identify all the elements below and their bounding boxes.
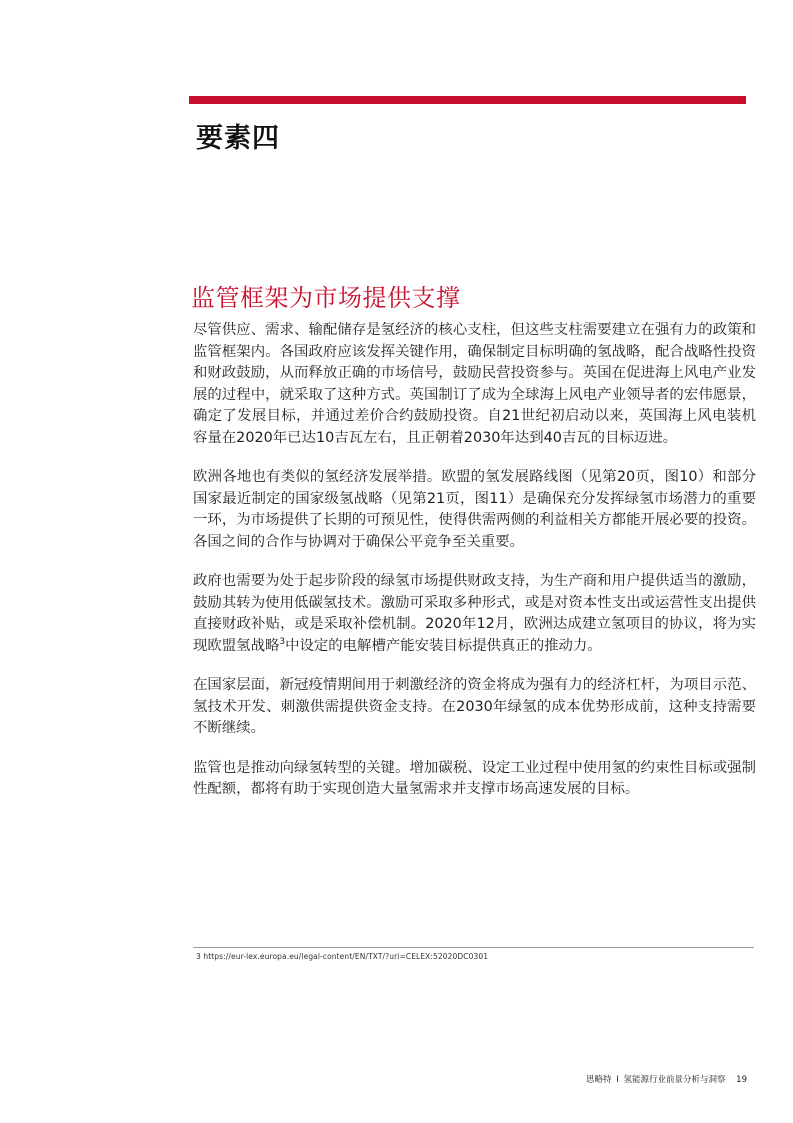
footnote-divider: [193, 947, 754, 948]
body-text: [193, 320, 756, 819]
paragraph-text: 中设定的电解槽产能安装目标提供真正的推动力。: [285, 637, 602, 654]
paragraph: 在国家层面，新冠疫情期间用于刺激经济的资金将成为强有力的经济杠杆，为项目示范、氢技术开发、刺激供需提供资金支持。在2030年绿氢的成本优势形成前，这种支持需要不断继续。: [193, 677, 756, 736]
page-number: 19: [736, 1075, 747, 1085]
page-footer: [586, 1073, 747, 1085]
paragraph: 监管也是推动向绿氢转型的关键。增加碳税、设定工业过程中使用氢的约束性目标或强制性配额，都将有助于实现创造大量氢需求并支撑市场高速发展的目标。: [193, 759, 756, 797]
footer-separator: I: [616, 1075, 619, 1085]
footer-publisher: 思略特: [586, 1075, 612, 1085]
section-title: 监管框架为市场提供支撑: [191, 284, 461, 312]
top-accent-rule: [189, 96, 746, 104]
footer-report-title: 氢能源行业前景分析与洞察: [623, 1075, 726, 1085]
paragraph: [193, 571, 756, 657]
paragraph: 尽管供应、需求、输配储存是氢经济的核心支柱，但这些支柱需要建立在强有力的政策和监管框架内。各国政府应该发挥关键作用，确保制定目标明确的氢战略，配合战略性投资和财政鼓励，从而释放正确的市场信号，鼓励民营投资参与。英国在促进海上风电产业发展的过程中，就采取了这种方式。英国制订了成为全球海上风电产业领导者的宏伟愿景，确定了发展目标，并通过差价合约鼓励投资。自21世纪初启动以来，英国海上风电装机容量在2020年已达10吉瓦左右，且正朝着2030年达到40吉瓦的目标迈进。: [193, 322, 756, 446]
section-label: 要素四: [196, 123, 280, 154]
footnote[interactable]: 3 https://eur-lex.europa.eu/legal-content/EN/TXT/?uri=CELEX:52020DC0301: [196, 952, 489, 961]
paragraph-text: 政府也需要为处于起步阶段的绿氢市场提供财政支持，为生产商和用户提供适当的激励，鼓励其转为使用低碳氢技术。激励可采取多种形式，或是对资本性支出或运营性支出提供直接财政补贴，或是采取补偿机制。2020年12月，欧洲达成建立氢项目的协议，将为实现欧盟氢战略: [193, 573, 756, 654]
paragraph: 欧洲各地也有类似的氢经济发展举措。欧盟的氢发展路线图（见第20页，图10）和部分国家最近制定的国家级氢战略（见第21页，图11）是确保充分发挥绿氢市场潜力的重要一环，为市场提供了长期的可预见性，使得供需两侧的利益相关方都能开展必要的投资。各国之间的合作与协调对于确保公平竞争至关重要。: [193, 469, 756, 550]
footnote-reference[interactable]: 3: [279, 636, 286, 647]
